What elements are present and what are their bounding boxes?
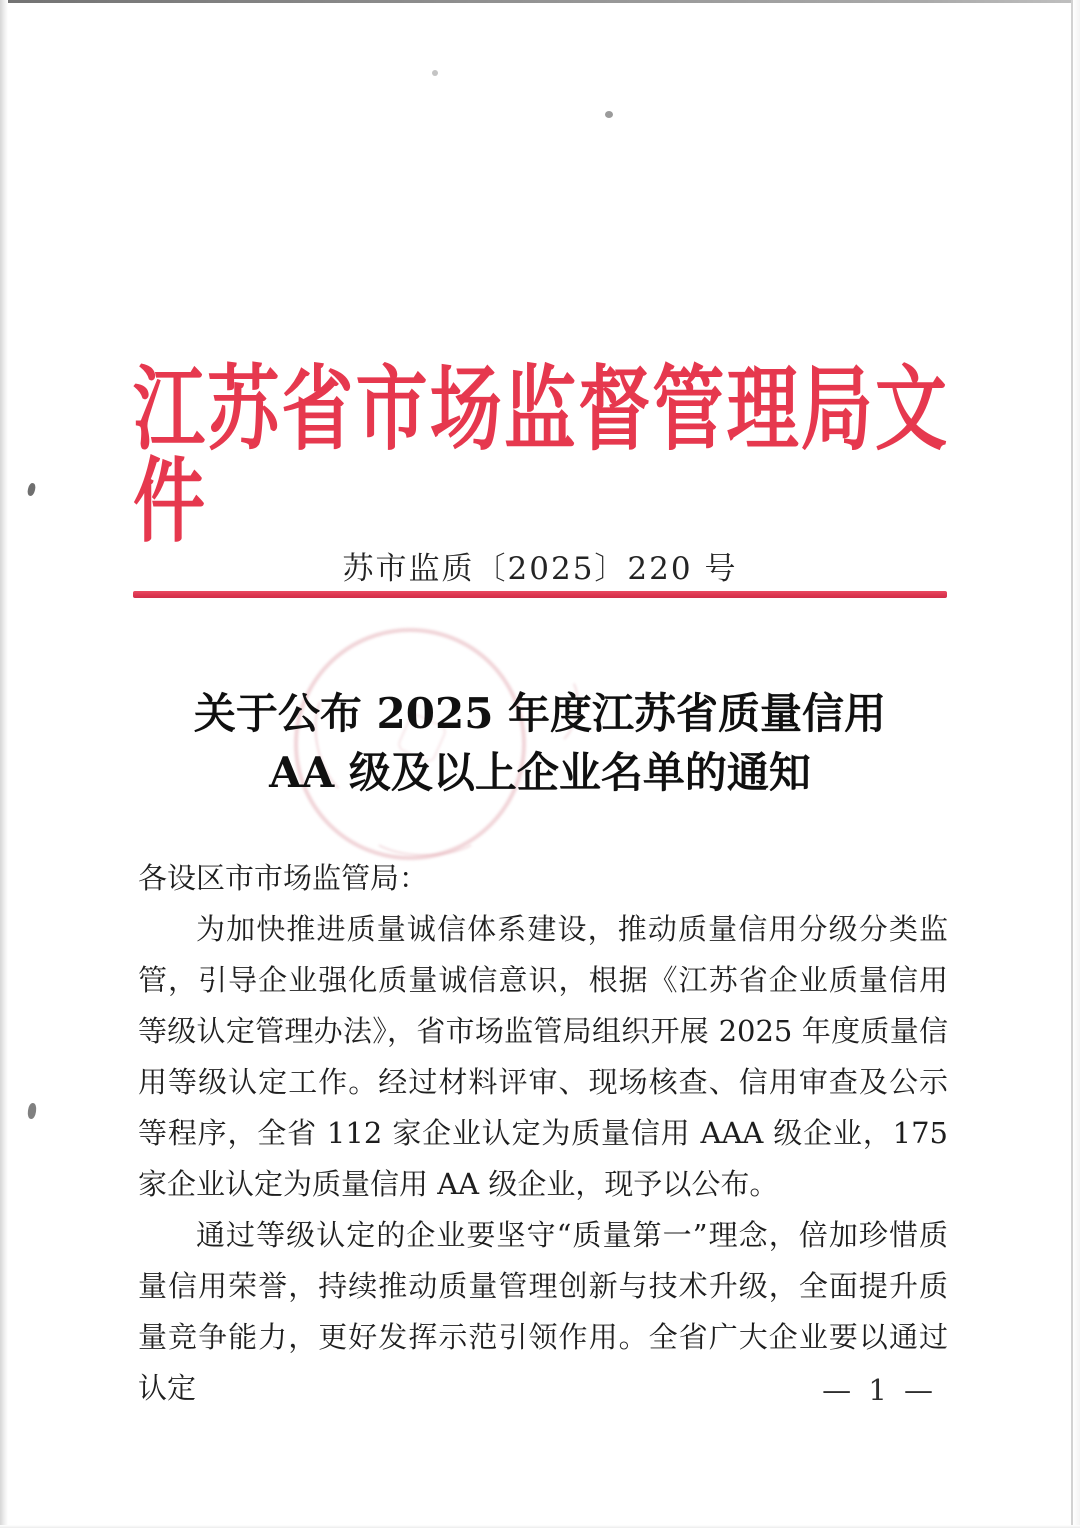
salutation: 各设区市市场监管局：: [138, 861, 429, 895]
page-number: — 1 —: [822, 1373, 937, 1407]
document-title: [0, 684, 1080, 802]
body-paragraph-1: 为加快推进质量诚信体系建设，推动质量信用分级分类监管，引导企业强化质量诚信意识，根据《江苏省企业质量信用等级认定管理办法》，省市场监管局组织开展 2025 年度质量信用等级认定工作。经过材料评审、现场核查、信用审查及公示等程序，全省 112 家企业认定为质量信用 AAA 级企业，175 家企业认定为质量信用 AA 级企业，现予以公布。: [138, 912, 948, 1201]
scan-edge-top: [0, 0, 1080, 3]
scan-speck: [605, 111, 613, 118]
document-title-line1: 关于公布 2025 年度江苏省质量信用: [193, 689, 887, 738]
document-number: 苏市监质〔2025〕220 号: [342, 551, 738, 587]
document-title-line2: AA 级及以上企业名单的通知: [269, 748, 811, 797]
document-body: [138, 853, 948, 1414]
seal-mark: [368, 808, 482, 856]
issuing-agency-header: 江苏省市场监督管理局文件: [133, 354, 947, 555]
scan-speck: [27, 1103, 37, 1120]
scan-speck: [432, 70, 438, 76]
red-divider-line: [133, 591, 947, 598]
scan-speck: [27, 482, 37, 496]
body-paragraph-2: 通过等级认定的企业要坚守“质量第一”理念，倍加珍惜质量信用荣誉，持续推动质量管理创新与技术升级，全面提升质量竞争能力，更好发挥示范引领作用。全省广大企业要以通过认定: [138, 1218, 948, 1405]
